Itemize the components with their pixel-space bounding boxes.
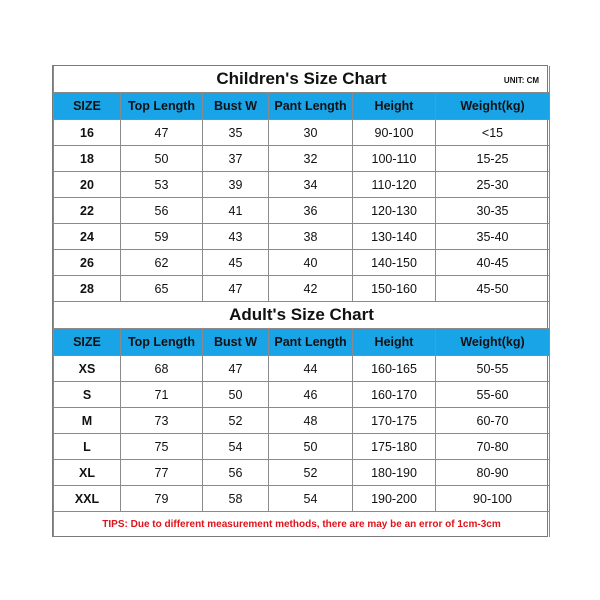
table-cell: 80-90 (436, 460, 550, 486)
table-row (54, 382, 550, 408)
table-cell: 77 (121, 460, 203, 486)
table-cell: 43 (203, 224, 269, 250)
size-table (53, 66, 550, 537)
table-cell: 58 (203, 486, 269, 512)
table-cell: 75 (121, 434, 203, 460)
table-cell: 180-190 (353, 460, 436, 486)
table-cell: 52 (203, 408, 269, 434)
size-cell: 24 (54, 224, 121, 250)
children-header-5: Weight(kg) (436, 93, 550, 120)
size-cell: 28 (54, 276, 121, 302)
children-header-3: Pant Length (269, 93, 353, 120)
table-cell: 79 (121, 486, 203, 512)
size-cell: 16 (54, 120, 121, 146)
table-cell: 62 (121, 250, 203, 276)
adult-header-5: Weight(kg) (436, 329, 550, 356)
adult-header-0: SIZE (54, 329, 121, 356)
table-row (54, 172, 550, 198)
children-header-row (54, 93, 550, 120)
table-cell: 59 (121, 224, 203, 250)
table-cell: 30 (269, 120, 353, 146)
children-header-0: SIZE (54, 93, 121, 120)
table-cell: 50 (203, 382, 269, 408)
table-cell: 38 (269, 224, 353, 250)
size-cell: S (54, 382, 121, 408)
table-cell: 54 (269, 486, 353, 512)
size-cell: 18 (54, 146, 121, 172)
table-cell: 50 (121, 146, 203, 172)
children-header-4: Height (353, 93, 436, 120)
table-cell: 40 (269, 250, 353, 276)
adult-header-2: Bust W (203, 329, 269, 356)
table-cell: 37 (203, 146, 269, 172)
table-cell: 50-55 (436, 356, 550, 382)
table-cell: 175-180 (353, 434, 436, 460)
adult-header-row (54, 329, 550, 356)
table-cell: 36 (269, 198, 353, 224)
table-row (54, 276, 550, 302)
table-cell: 130-140 (353, 224, 436, 250)
table-cell: 100-110 (353, 146, 436, 172)
size-cell: 22 (54, 198, 121, 224)
size-cell: L (54, 434, 121, 460)
table-cell: 190-200 (353, 486, 436, 512)
table-row (54, 434, 550, 460)
table-row (54, 198, 550, 224)
table-cell: 42 (269, 276, 353, 302)
table-cell: 30-35 (436, 198, 550, 224)
unit-label: UNIT: CM (503, 76, 540, 85)
size-cell: XS (54, 356, 121, 382)
table-cell: 56 (121, 198, 203, 224)
adult-header-3: Pant Length (269, 329, 353, 356)
size-cell: M (54, 408, 121, 434)
table-cell: 52 (269, 460, 353, 486)
table-cell: 73 (121, 408, 203, 434)
table-cell: 34 (269, 172, 353, 198)
size-cell: 26 (54, 250, 121, 276)
table-cell: 39 (203, 172, 269, 198)
table-cell: 90-100 (436, 486, 550, 512)
table-cell: 160-170 (353, 382, 436, 408)
children-header-1: Top Length (121, 93, 203, 120)
table-cell: 35-40 (436, 224, 550, 250)
table-cell: 45 (203, 250, 269, 276)
table-cell: 47 (203, 276, 269, 302)
table-row (54, 356, 550, 382)
children-title-row (54, 66, 550, 93)
table-cell: 120-130 (353, 198, 436, 224)
table-cell: 56 (203, 460, 269, 486)
table-row (54, 250, 550, 276)
table-cell: 46 (269, 382, 353, 408)
table-cell: 70-80 (436, 434, 550, 460)
table-cell: 54 (203, 434, 269, 460)
table-cell: 50 (269, 434, 353, 460)
table-cell: 41 (203, 198, 269, 224)
table-cell: 65 (121, 276, 203, 302)
table-cell: 47 (203, 356, 269, 382)
table-cell: 68 (121, 356, 203, 382)
adult-header-1: Top Length (121, 329, 203, 356)
table-cell: 170-175 (353, 408, 436, 434)
table-row (54, 224, 550, 250)
table-row (54, 146, 550, 172)
size-cell: XL (54, 460, 121, 486)
table-cell: 15-25 (436, 146, 550, 172)
adult-title: Adult's Size Chart (229, 305, 374, 324)
tips-row (54, 512, 550, 538)
adult-title-cell (54, 302, 550, 329)
children-header-2: Bust W (203, 93, 269, 120)
table-cell: 53 (121, 172, 203, 198)
table-cell: 35 (203, 120, 269, 146)
table-cell: 25-30 (436, 172, 550, 198)
table-cell: 48 (269, 408, 353, 434)
table-cell: 55-60 (436, 382, 550, 408)
table-cell: 71 (121, 382, 203, 408)
size-cell: 20 (54, 172, 121, 198)
table-cell: 44 (269, 356, 353, 382)
size-cell: XXL (54, 486, 121, 512)
table-cell: 32 (269, 146, 353, 172)
table-cell: 47 (121, 120, 203, 146)
adult-title-row (54, 302, 550, 329)
table-cell: <15 (436, 120, 550, 146)
table-row (54, 486, 550, 512)
table-row (54, 120, 550, 146)
table-cell: 110-120 (353, 172, 436, 198)
table-cell: 90-100 (353, 120, 436, 146)
table-cell: 40-45 (436, 250, 550, 276)
size-chart (52, 65, 548, 537)
table-row (54, 460, 550, 486)
children-title: Children's Size Chart (216, 69, 387, 88)
table-row (54, 408, 550, 434)
children-title-cell (54, 66, 550, 93)
tips-text: TIPS: Due to different measurement methods, there are may be an error of 1cm-3cm (54, 512, 550, 538)
table-cell: 60-70 (436, 408, 550, 434)
table-cell: 45-50 (436, 276, 550, 302)
table-cell: 140-150 (353, 250, 436, 276)
table-cell: 150-160 (353, 276, 436, 302)
adult-header-4: Height (353, 329, 436, 356)
table-cell: 160-165 (353, 356, 436, 382)
